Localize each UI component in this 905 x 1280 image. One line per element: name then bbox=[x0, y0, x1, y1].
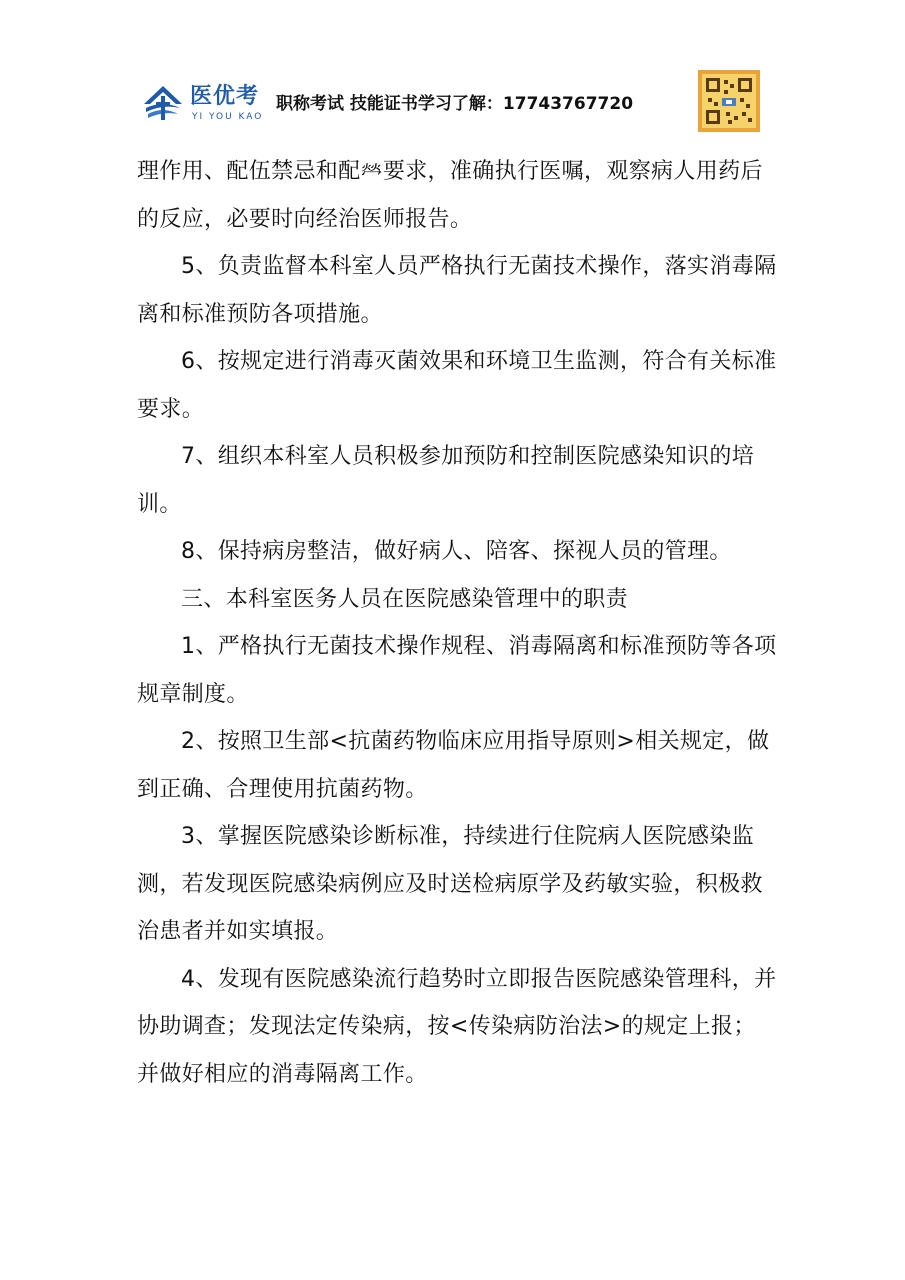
document-body bbox=[137, 148, 777, 1098]
paragraph: 1、严格执行无菌技术操作规程、消毒隔离和标准预防等各项规章制度。 bbox=[137, 634, 777, 707]
qr-code-icon bbox=[698, 70, 760, 132]
paragraph: 8、保持病房整洁，做好病人、陪客、探视人员的管理。 bbox=[181, 539, 732, 564]
paragraph: 2、按照卫生部<抗菌药物临床应用指导原则>相关规定，做到正确、合理使用抗菌药物。 bbox=[137, 729, 770, 802]
brand-subtitle: YI YOU KAO bbox=[192, 112, 264, 122]
paragraph: 5、负责监督本科室人员严格执行无菌技术操作，落实消毒隔离和标准预防各项措施。 bbox=[137, 254, 777, 327]
contact-line: 职称考试 技能证书学习了解：17743767720 bbox=[276, 94, 634, 114]
yi-you-kao-logo-icon bbox=[140, 80, 186, 126]
brand-logo-text bbox=[190, 84, 272, 128]
paragraph: 理作用、配伍禁忌和配𤇾要求，准确执行医嘱，观察病人用药后的反应，必要时向经治医师报告。 bbox=[137, 159, 763, 232]
brand-name: 医优考 bbox=[190, 84, 260, 109]
section-heading: 三、本科室医务人员在医院感染管理中的职责 bbox=[181, 586, 629, 612]
paragraph: 3、掌握医院感染诊断标准，持续进行住院病人医院感染监测，若发现医院感染病例应及时送检病原学及药敏实验，积极救治患者并如实填报。 bbox=[137, 824, 763, 944]
page-header bbox=[140, 70, 770, 134]
paragraph: 4、发现有医院感染流行趋势时立即报告医院感染管理科，并协助调查；发现法定传染病，按<传染病防治法>的规定上报；并做好相应的消毒隔离工作。 bbox=[137, 966, 777, 1087]
paragraph: 7、组织本科室人员积极参加预防和控制医院感染知识的培训。 bbox=[137, 444, 755, 517]
paragraph: 6、按规定进行消毒灭菌效果和环境卫生监测，符合有关标准要求。 bbox=[137, 349, 777, 422]
